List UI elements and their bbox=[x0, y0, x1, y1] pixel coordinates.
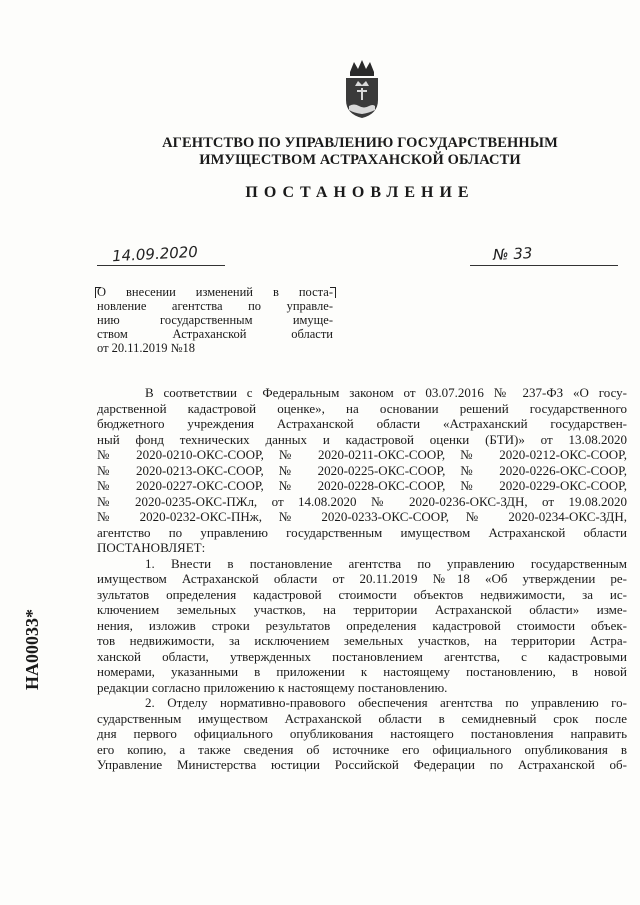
body-line: имуществом Астраханской области от 20.11.2019 №18 «Об утверждении ре- bbox=[97, 571, 627, 586]
body-line: его копию, а также сведения об источнике его официального опубликования в bbox=[97, 741, 627, 757]
body-line: тов недвижимости, за исключением земельных участков, на территории Астра- bbox=[97, 633, 627, 648]
subject-line: нию государственным имуще- bbox=[97, 313, 333, 327]
body-line: редакции согласно приложению к настоящему постановлению. bbox=[97, 679, 448, 695]
agency-name-line2: ИМУЩЕСТВОМ АСТРАХАНСКОЙ ОБЛАСТИ bbox=[199, 152, 521, 168]
body-line: ханской области, утвержденных постановлением агентства, с кадастровыми bbox=[97, 648, 627, 664]
body-line: агентство по управлению государственным имуществом Астраханской области bbox=[97, 524, 627, 540]
body-line: № 2020-0232-ОКС-ПНж, № 2020-0233-ОКС-СООР, № 2020-0234-ОКС-ЗДН, bbox=[97, 509, 627, 524]
body-line: № 2020-0210-ОКС-СООР, № 2020-0211-ОКС-СООР, № 2020-0212-ОКС-СООР, bbox=[97, 447, 627, 462]
body-line: ПОСТАНОВЛЯЕТ: bbox=[97, 540, 206, 555]
document-number: № 33 bbox=[492, 243, 533, 265]
body-line: ключением земельных участков, на территории Астраханской области» изме- bbox=[97, 602, 627, 617]
document-date: 14.09.2020 bbox=[111, 242, 199, 266]
body-line: дня первого официального опубликования настоящего постановления направить bbox=[97, 726, 627, 741]
body-line: № 2020-0227-ОКС-СООР, № 2020-0228-ОКС-СООР, № 2020-0229-ОКС-СООР, bbox=[97, 478, 627, 493]
date-underline bbox=[97, 265, 225, 266]
number-underline bbox=[470, 265, 618, 266]
body-line: В соответствии с Федеральным законом от 03.07.2016 № 237-ФЗ «О госу- bbox=[145, 385, 627, 400]
astrakhan-coat-of-arms-icon bbox=[340, 58, 384, 120]
subject-line: О внесении изменений в поста- bbox=[97, 285, 333, 299]
body-line: номерами, указанными в приложении к настоящему постановлению, в новой bbox=[97, 664, 627, 679]
body-line: зультатов определения кадастровой стоимости объектов недвижимости, за ис- bbox=[97, 586, 627, 602]
agency-name bbox=[100, 135, 620, 169]
body-line: 2. Отделу нормативно-правового обеспечения агентства по управлению го- bbox=[145, 695, 627, 710]
body-line: 1. Внести в постановление агентства по управлению государственным bbox=[145, 555, 627, 571]
body-line: сударственным имуществом Астраханской области в семидневный срок после bbox=[97, 710, 627, 726]
body-line: № 2020-0235-ОКС-ПЖл, от 14.08.2020 № 2020-0236-ОКС-ЗДН, от 19.08.2020 bbox=[97, 493, 627, 509]
document-type-title: ПОСТАНОВЛЕНИЕ bbox=[245, 184, 475, 201]
document-body bbox=[97, 385, 627, 773]
document-subject bbox=[97, 285, 333, 355]
subject-line: от 20.11.2019 №18 bbox=[97, 341, 196, 355]
body-line: Управление Министерства юстиции Российской Федерации по Астраханской об- bbox=[97, 757, 627, 772]
body-line: ный фонд технических данных и кадастровой оценки (БТИ)» от 13.08.2020 bbox=[97, 431, 627, 447]
subject-line: новление агентства по управле- bbox=[97, 299, 333, 313]
body-line: № 2020-0213-ОКС-СООР, № 2020-0225-ОКС-СООР, № 2020-0226-ОКС-СООР, bbox=[97, 462, 627, 478]
body-line: нения, изложив строки результатов определения кадастровой стоимости объек- bbox=[97, 617, 627, 633]
agency-name-line1: АГЕНТСТВО ПО УПРАВЛЕНИЮ ГОСУДАРСТВЕННЫМ bbox=[162, 135, 558, 151]
body-line: бюджетного учреждения Астраханской области «Астраханский государствен- bbox=[97, 416, 627, 431]
subject-line: ством Астраханской области bbox=[97, 327, 333, 341]
registration-code: НА00033* bbox=[22, 609, 42, 690]
body-line: дарственной кадастровой оценке», на основании решений государственного bbox=[97, 400, 627, 416]
